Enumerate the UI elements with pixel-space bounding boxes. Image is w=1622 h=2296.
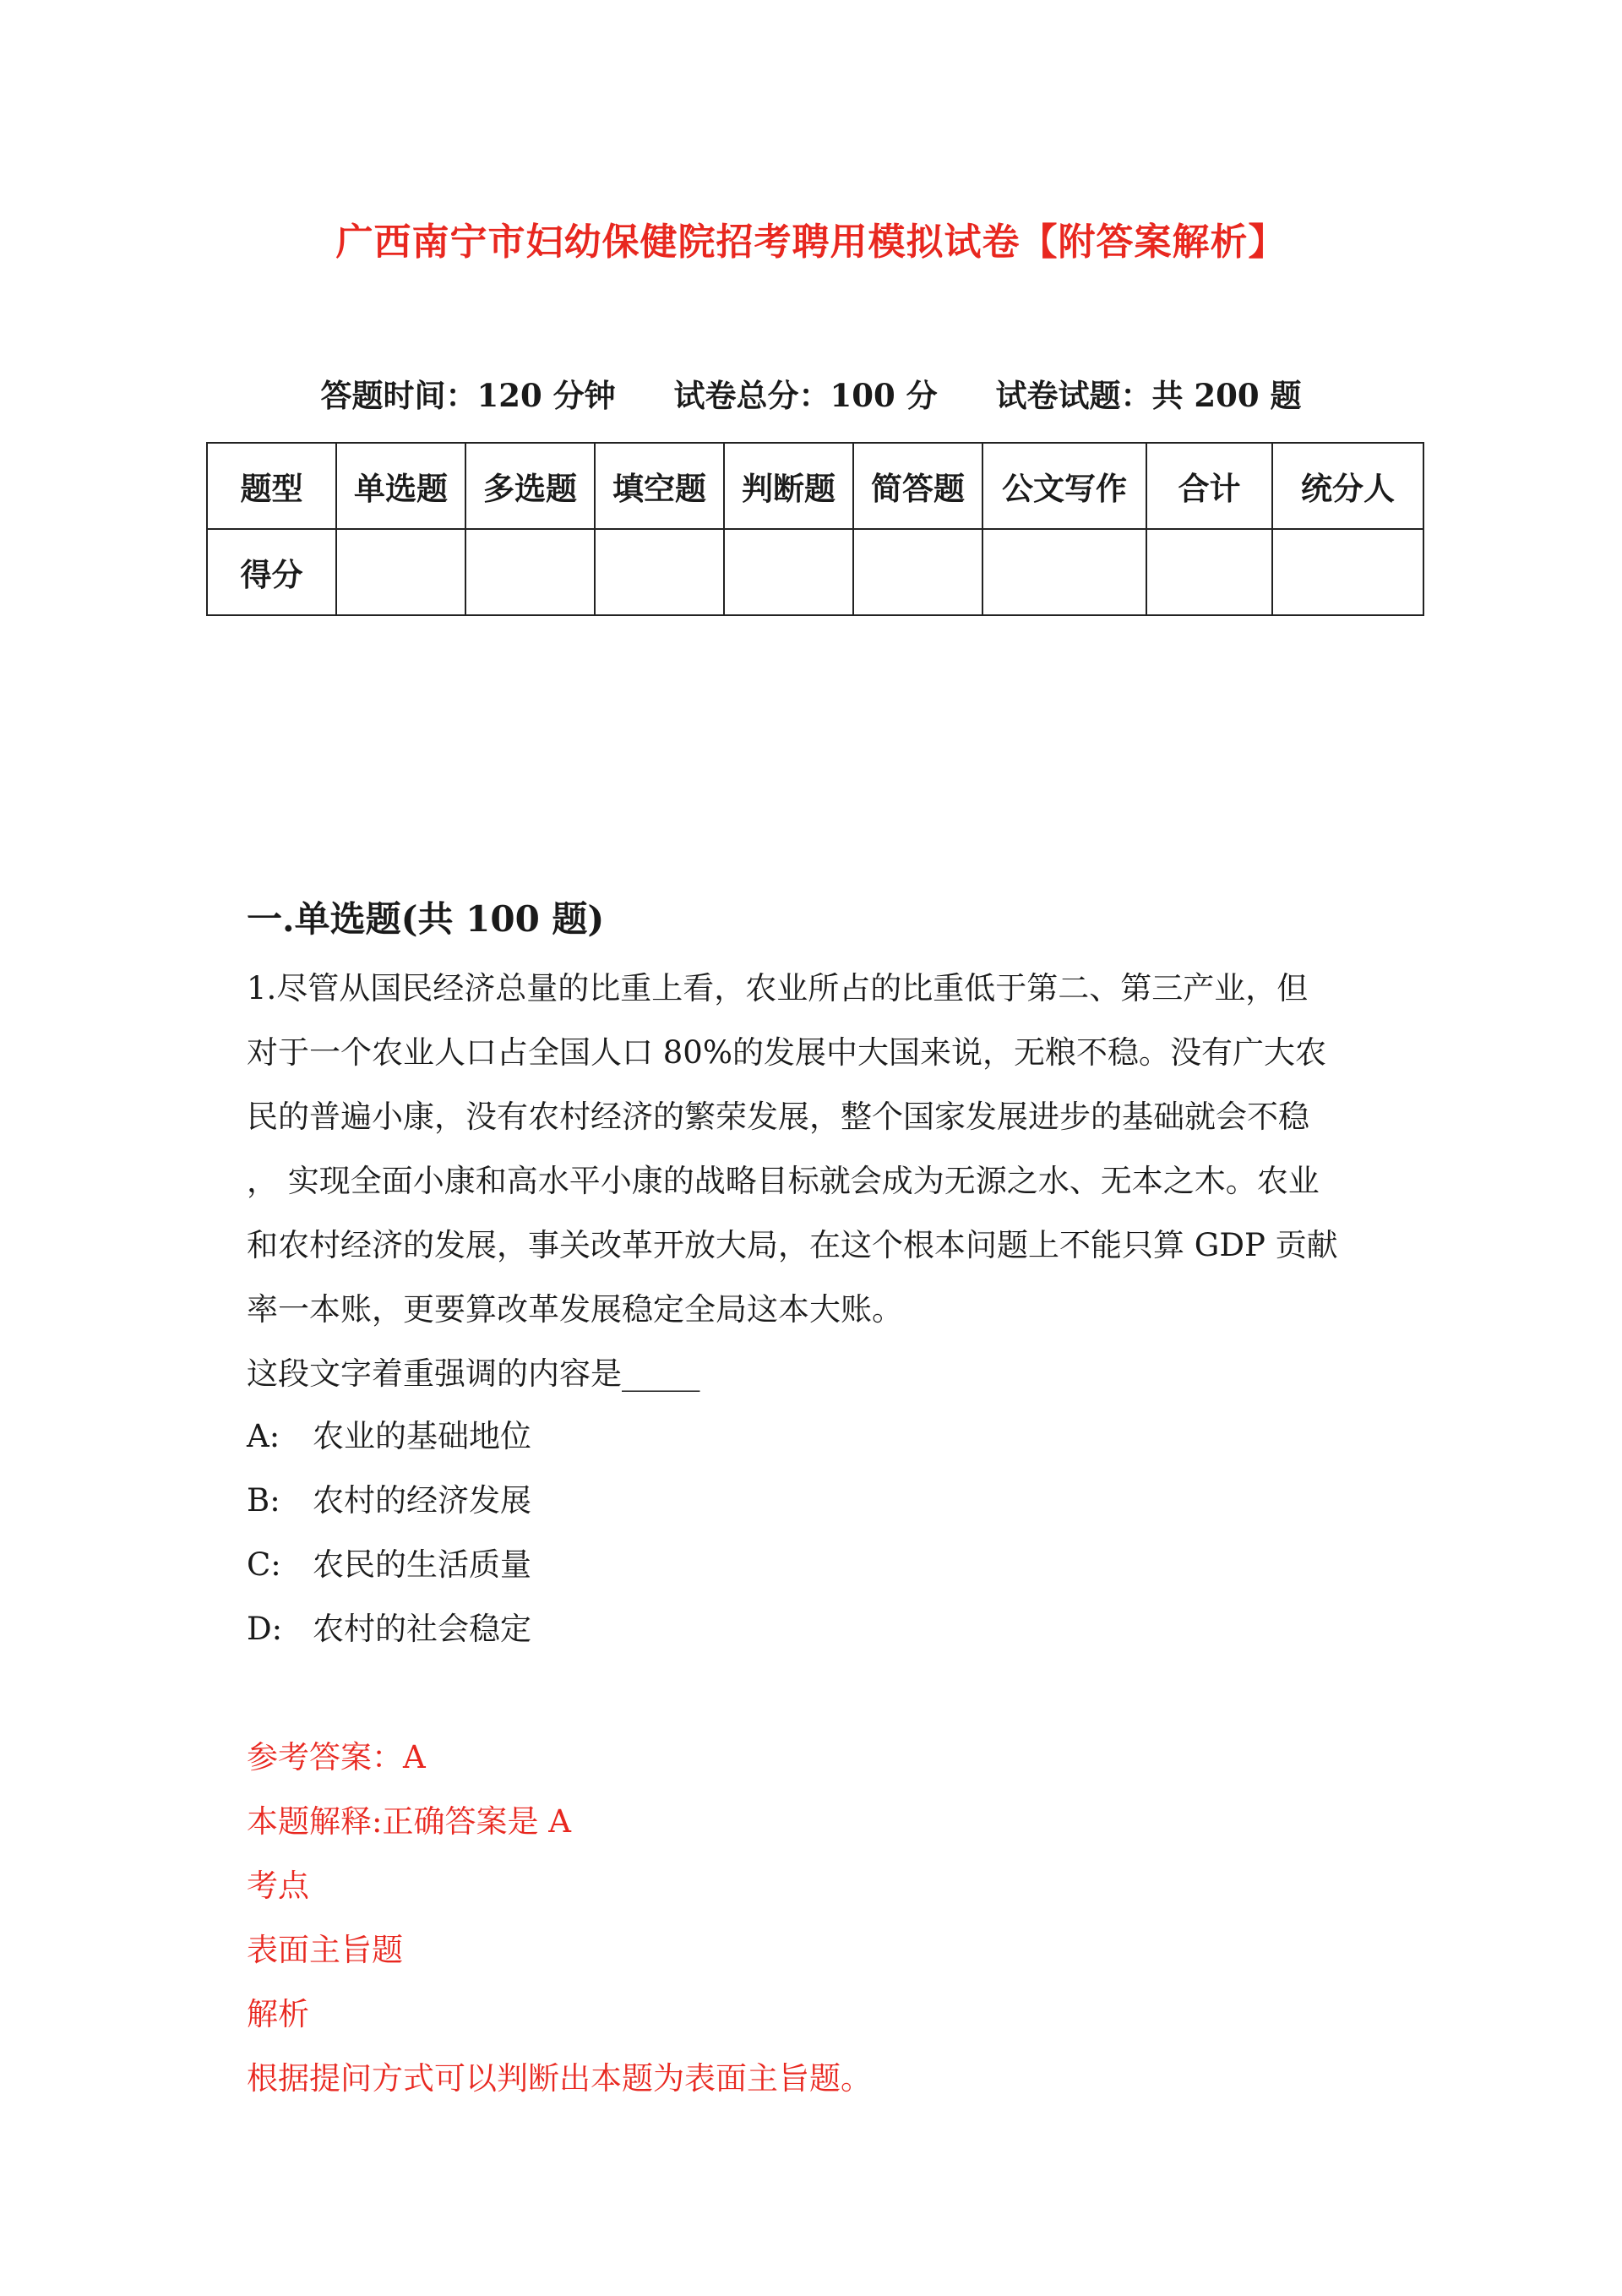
question-line: 和农村经济的发展，事关改革开放大局，在这个根本问题上不能只算 GDP 贡献 [247, 1227, 1338, 1263]
option-key: B: [247, 1482, 280, 1519]
question-line: 对于一个农业人口占全国人口 80%的发展中大国来说，无粮不稳。没有广大农 [247, 1034, 1326, 1071]
header-cell-type: 题型 [207, 443, 336, 529]
option-a [247, 1404, 531, 1469]
header-cell-judge: 判断题 [724, 443, 853, 529]
document-title: 广西南宁市妇幼保健院招考聘用模拟试卷【附答案解析】 [335, 221, 1287, 264]
option-key: D: [247, 1611, 283, 1647]
header-cell-scorer: 统分人 [1272, 443, 1423, 529]
exam-meta [0, 370, 1622, 416]
score-table-header-row [207, 443, 1423, 529]
option-key: C: [247, 1546, 281, 1583]
score-table-score-row [207, 529, 1423, 615]
exam-time: 答题时间：120 分钟 [320, 377, 616, 414]
option-c [247, 1533, 531, 1597]
option-b [247, 1469, 531, 1533]
header-cell-short: 简答题 [853, 443, 982, 529]
header-cell-total: 合计 [1146, 443, 1272, 529]
question-line: 民的普遍小康，没有农村经济的繁荣发展，整个国家发展进步的基础就会不稳 [247, 1099, 1309, 1135]
score-cell [336, 529, 465, 615]
section-title: 一.单选题(共 100 题) [247, 898, 605, 940]
option-key: A: [247, 1418, 280, 1454]
analysis-text: 根据提问方式可以判断出本题为表面主旨题。 [247, 2060, 872, 2097]
question-body [247, 957, 1387, 1406]
option-text: 农村的社会稳定 [313, 1611, 531, 1647]
question-prompt: 这段文字着重强调的内容是_____ [247, 1355, 700, 1392]
score-cell [1272, 529, 1423, 615]
option-text: 农村的经济发展 [313, 1482, 531, 1519]
point-text: 表面主旨题 [247, 1932, 403, 1968]
exam-total-score: 试卷总分：100 分 [673, 377, 938, 414]
question-line: 率一本账，更要算改革发展稳定全局这本大账。 [247, 1291, 903, 1328]
header-cell-fill: 填空题 [595, 443, 724, 529]
score-cell [724, 529, 853, 615]
answer-explanation: 本题解释:正确答案是 A [247, 1803, 571, 1840]
score-cell [465, 529, 595, 615]
score-cell [595, 529, 724, 615]
header-cell-writing: 公文写作 [982, 443, 1146, 529]
reference-answer: 参考答案：A [247, 1739, 426, 1775]
score-cell [853, 529, 982, 615]
header-cell-single: 单选题 [336, 443, 465, 529]
option-d [247, 1597, 531, 1661]
score-row-label: 得分 [207, 529, 336, 615]
exam-question-count: 试卷试题：共 200 题 [995, 377, 1302, 414]
question-line: ， 实现全面小康和高水平小康的战略目标就会成为无源之水、无本之木。农业 [247, 1163, 1320, 1199]
score-cell [982, 529, 1146, 615]
score-table [206, 442, 1424, 616]
answer-block [247, 1726, 872, 2111]
question-line: 1.尽管从国民经济总量的比重上看，农业所占的比重低于第二、第三产业，但 [247, 970, 1309, 1006]
point-label: 考点 [247, 1868, 309, 1904]
header-cell-multi: 多选题 [465, 443, 595, 529]
option-text: 农业的基础地位 [313, 1418, 531, 1454]
answer-options [247, 1404, 531, 1661]
analysis-label: 解析 [247, 1996, 309, 2032]
score-cell [1146, 529, 1272, 615]
option-text: 农民的生活质量 [313, 1546, 531, 1583]
